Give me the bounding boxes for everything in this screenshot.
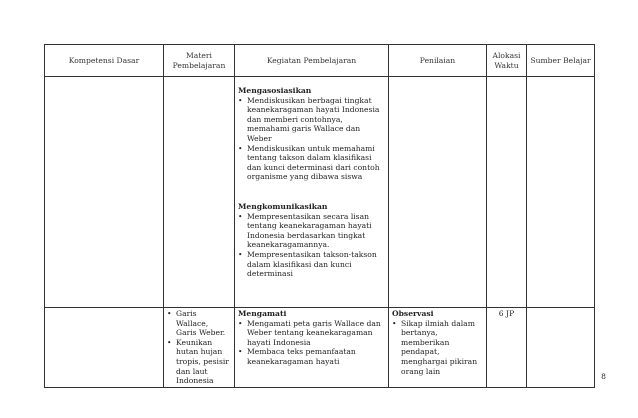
cell-kompetensi-dasar [45,77,164,308]
header-penilaian: Penilaian [389,45,487,77]
header-materi-pembelajaran: Materi Pembelajaran [164,45,235,77]
cell-alokasi [487,77,527,308]
list-item: • Sikap ilmiah dalam bertanya, memberikan pendapat, menghargai pikiran orang lain [392,319,483,377]
list-observasi [392,319,483,377]
list-mengasosiasikan [238,96,385,182]
table-header-row [45,45,595,77]
cell-kompetensi-dasar [45,308,164,388]
list-item: • Membaca teks pemanfaatan keanekaragaman hayati [238,347,385,366]
cell-penilaian [389,308,487,388]
list-materi [167,309,231,386]
table-row [45,77,595,308]
cell-materi [164,77,235,308]
page-number: 8 [601,372,606,381]
list-item: • Mempresentasikan secara lisan tentang keanekaragaman hayati Indonesia berdasarkan tingkat keanekaragamannya. [238,212,385,250]
list-item: • Mendiskusikan untuk memahami tentang takson dalam klasifikasi dan kunci determinasi dari contoh organisme yang dibawa siswa [238,144,385,182]
heading-mengkomunikasikan: Mengkomunikasikan [238,201,328,211]
cell-materi [164,308,235,388]
heading-mengasosiasikan: Mengasosiasikan [238,86,312,95]
list-item: • Garis Wallace, Garis Weber. [167,309,231,338]
header-alokasi-waktu: Alokasi Waktu [487,45,527,77]
cell-sumber [527,77,595,308]
cell-sumber [527,308,595,388]
header-kompetensi-dasar: Kompetensi Dasar [45,45,164,77]
list-mengkomunikasikan [238,212,385,279]
syllabus-table [44,44,595,388]
list-item: • Keunikan hutan hujan tropis, pesisir dan laut Indonesia [167,338,231,386]
cell-kegiatan [235,308,389,388]
cell-alokasi: 6 JP [487,308,527,388]
list-mengamati [238,319,385,367]
list-item: • Mendiskusikan berbagai tingkat keanekaragaman hayati Indonesia dan memberi contohnya, memahami garis Wallace dan Weber [238,96,385,144]
table-row [45,308,595,388]
heading-observasi: Observasi [392,309,434,318]
heading-mengamati: Mengamati [238,309,287,318]
header-kegiatan-pembelajaran: Kegiatan Pembelajaran [235,45,389,77]
list-item: • Mempresentasikan takson-takson dalam klasifikasi dan kunci determinasi [238,250,385,279]
cell-penilaian [389,77,487,308]
header-sumber-belajar: Sumber Belajar [527,45,595,77]
cell-kegiatan [235,77,389,308]
list-item: • Mengamati peta garis Wallace dan Weber tentang keanekaragaman hayati Indonesia [238,319,385,348]
